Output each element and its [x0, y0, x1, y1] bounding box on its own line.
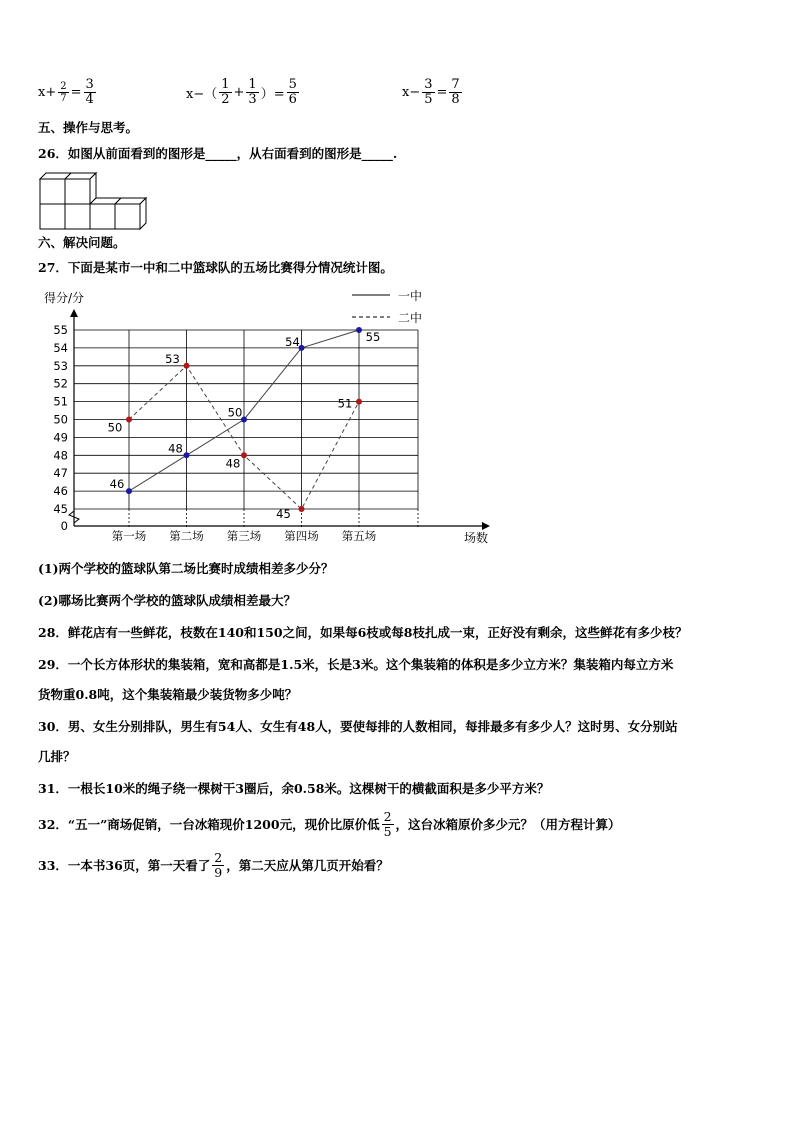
data-label: 46 [109, 477, 125, 492]
y-tick-label: 50 [53, 412, 68, 427]
x-tick-label: 第一场 [111, 529, 147, 543]
chart-ticks [53, 323, 376, 543]
eq2-plus: + [233, 85, 245, 100]
x-axis-label: 场数 [464, 531, 489, 545]
section-5-heading: 五、操作与思考。 [38, 120, 139, 135]
eq1-left: x+ [38, 85, 57, 100]
equation-3 [402, 78, 464, 107]
eq2-fraction-2: $\frac{1}{3}$ [248, 77, 257, 107]
series-point [356, 399, 362, 405]
cube-front-1 [40, 179, 65, 204]
y-tick-label: 47 [53, 466, 68, 481]
chart-legend [352, 288, 422, 325]
y-tick-label: 48 [53, 448, 68, 463]
eq2-close: ）= [260, 87, 285, 102]
data-label: 55 [365, 330, 381, 344]
data-label: 45 [276, 507, 291, 521]
eq1-equals: = [70, 85, 82, 100]
data-label: 54 [285, 334, 300, 349]
question-32-fraction: $\frac{2}{5}$ [383, 809, 392, 839]
eq3-fraction-1: $\frac{3}{5}$ [424, 77, 433, 107]
question-30-line1: 30．男、女生分别排队，男生有54人、女生有48人，要使每排的人数相同，每排最多有多少人？这时男、女分别站 [38, 719, 678, 734]
question-29-line2: 货物重0.8吨，这个集装箱最少装货物多少吨？ [38, 687, 298, 702]
legend-label: 二中 [398, 311, 423, 325]
question-33-fraction: $\frac{2}{9}$ [214, 850, 223, 880]
series-point [184, 452, 190, 458]
series-point [184, 363, 190, 369]
question-27-1: (1)两个学校的篮球队第二场比赛时成绩相差多少分？ [38, 561, 334, 576]
question-33-text-b: ，第二天应从第几页开始看？ [226, 857, 389, 873]
cube-side-face-bottom [140, 198, 146, 229]
data-label: 53 [165, 351, 180, 366]
data-label: 48 [168, 441, 183, 456]
y-axis-label: 得分/分 [44, 291, 85, 305]
y-tick-label: 51 [53, 394, 68, 409]
equation-2 [186, 78, 301, 107]
series-point [126, 417, 132, 423]
question-30-line2: 几排？ [38, 749, 76, 764]
question-26: 26．如图从前面看到的图形是_____，从右面看到的图形是_____. [38, 146, 398, 161]
x-axis-arrow [482, 522, 490, 530]
cube-front-4 [65, 204, 90, 229]
data-label: 48 [225, 456, 241, 471]
x-tick-label: 第三场 [226, 529, 262, 543]
eq3-left: x− [402, 85, 421, 100]
chart-grid [74, 330, 418, 528]
question-32-text-a: 32．“五一”商场促销，一台冰箱现价1200元，现价比原价低 [38, 816, 380, 832]
series-point [299, 506, 305, 512]
legend-label: 一中 [398, 289, 423, 303]
y-tick-label: 52 [53, 376, 68, 391]
question-29-line1: 29．一个长方体形状的集装箱，宽和高都是1.5米，长是3米。这个集装箱的体积是多少立方米？集装箱内每立方米 [38, 657, 674, 672]
question-27-2: (2)哪场比赛两个学校的篮球队成绩相差最大？ [38, 593, 297, 608]
eq1-fraction-1: $\frac{2}{7}$ [60, 81, 67, 104]
y-tick-label: 53 [53, 358, 68, 373]
question-33 [38, 851, 389, 880]
section-6-heading: 六、解决问题。 [38, 235, 126, 250]
series-point [126, 488, 132, 494]
equation-1 [38, 78, 98, 107]
y-tick-label: 0 [60, 519, 68, 533]
y-tick-label: 49 [53, 430, 68, 445]
eq2-left: x−（ [186, 87, 218, 102]
question-32 [38, 810, 621, 839]
data-label: 50 [227, 405, 243, 420]
question-32-text-b: ，这台冰箱原价多少元？（用方程计算） [395, 816, 621, 832]
x-tick-label: 第二场 [169, 529, 204, 543]
y-tick-label: 54 [53, 340, 68, 355]
y-tick-label: 45 [53, 502, 68, 516]
y-axis-arrow [70, 309, 78, 317]
eq2-fraction-3: $\frac{5}{6}$ [288, 77, 297, 107]
eq3-equals: = [436, 85, 448, 100]
cube-front-5 [90, 204, 115, 229]
cube-front-2 [65, 179, 90, 204]
cube-front-3 [40, 204, 65, 229]
question-31: 31．一根长10米的绳子绕一棵树干3圈后，余0.58米。这棵树干的横截面积是多少平方米？ [38, 781, 550, 796]
x-tick-label: 第五场 [341, 529, 377, 543]
data-label: 50 [107, 420, 123, 435]
question-28: 28．鲜花店有一些鲜花，枝数在140和150之间，如果每6枝或每8枝扎成一束，正好没有剩余，这些鲜花有多少枝？ [38, 625, 688, 640]
y-tick-label: 46 [53, 484, 68, 499]
cube-front-6 [115, 204, 140, 229]
x-tick-label: 第四场 [284, 529, 319, 543]
question-27: 27．下面是某市一中和二中篮球队的五场比赛得分情况统计图。 [38, 260, 393, 275]
cube-figure [38, 171, 148, 231]
series-point [241, 452, 247, 458]
series-point [356, 327, 362, 333]
line-chart [34, 283, 504, 553]
question-33-text-a: 33．一本书36页，第一天看了 [38, 857, 211, 873]
y-tick-label: 55 [53, 323, 68, 337]
eq3-fraction-2: $\frac{7}{8}$ [451, 77, 460, 107]
eq1-fraction-2: $\frac{3}{4}$ [85, 77, 94, 107]
data-label: 51 [337, 396, 353, 411]
eq2-fraction-1: $\frac{1}{2}$ [221, 77, 230, 107]
